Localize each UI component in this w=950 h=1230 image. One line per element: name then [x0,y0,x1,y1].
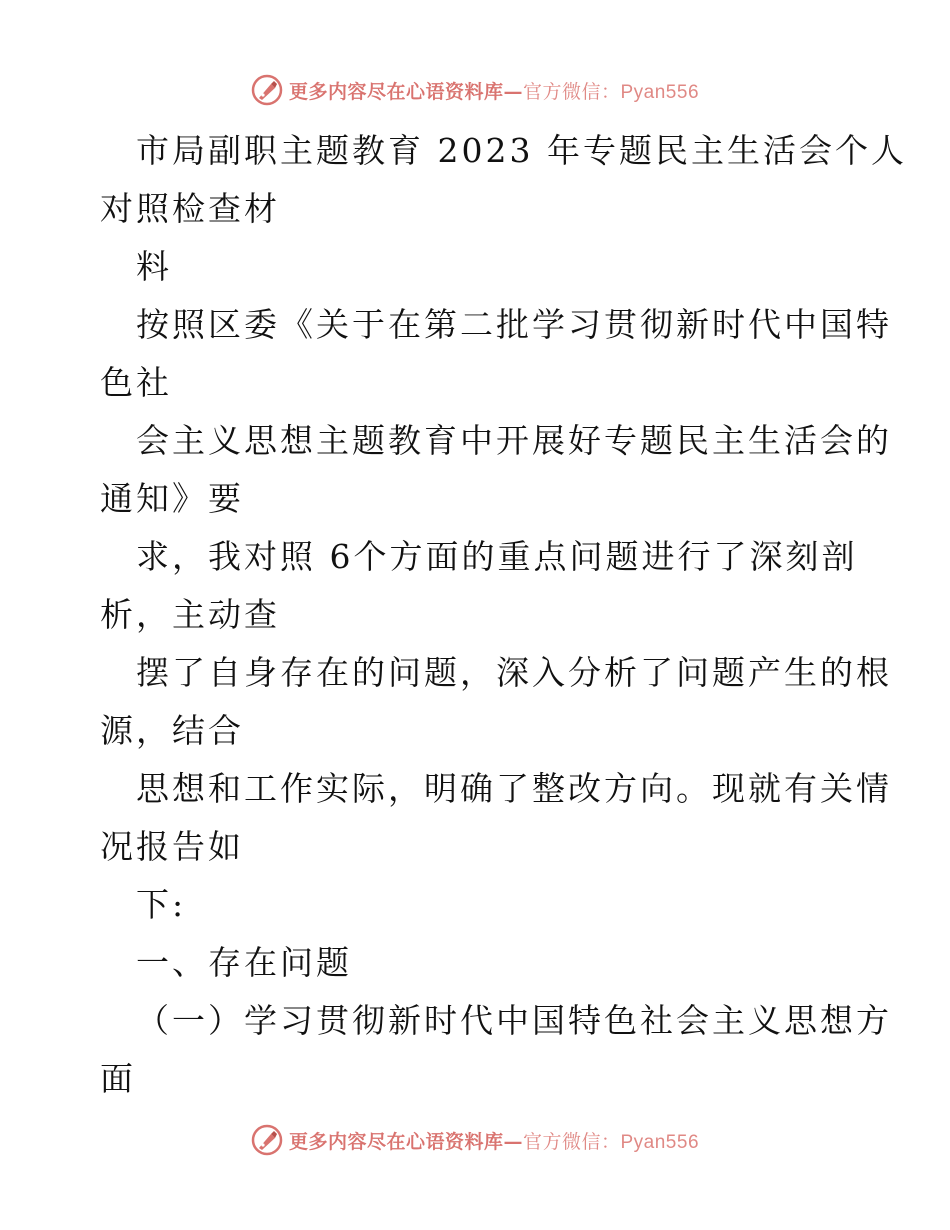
doc-line: 思想和工作实际，明确了整改方向。现就有关情 [136,769,892,808]
doc-line: 况报告如 [100,827,244,866]
header-watermark-banner [0,70,950,110]
footer-watermark-content [251,1124,699,1156]
header-wechat-id: Pyan556 [620,81,700,103]
doc-line: 求，我对照 6个方面的重点问题进行了深刻剖 [136,537,858,576]
doc-line: 析，主动查 [100,595,280,634]
section-heading: 一、存在问题 [136,943,352,982]
header-wechat-label: 官方微信： [522,80,621,103]
doc-line: 摆了自身存在的问题，深入分析了问题产生的根 [136,653,892,692]
header-brand-text: 更多内容尽在心语资料库— [288,80,523,103]
footer-wechat-label: 官方微信： [522,1130,621,1153]
doc-line: 市局副职主题教育 2023 年专题民主生活会个人 [136,131,907,170]
pen-nib-logo-icon [251,74,283,106]
doc-line: 通知》要 [100,479,244,518]
document-body [100,122,907,1108]
doc-line: 料 [136,247,172,286]
pen-nib-logo-icon [251,1124,283,1156]
footer-brand-text: 更多内容尽在心语资料库— [288,1130,523,1153]
doc-line: 按照区委《关于在第二批学习贯彻新时代中国特 [136,305,892,344]
footer-watermark-banner [0,1120,950,1160]
doc-line: 色社 [100,363,172,402]
doc-line: 会主义思想主题教育中开展好专题民主生活会的 [136,421,892,460]
doc-line: 对照检查材 [100,189,280,228]
subsection-heading: （一）学习贯彻新时代中国特色社会主义思想方 [136,1001,892,1040]
doc-line: 面 [100,1059,136,1098]
doc-line: 下: [136,885,187,924]
footer-wechat-id: Pyan556 [620,1131,700,1153]
footer-watermark-text [289,1127,699,1154]
header-watermark-text [289,77,699,104]
header-watermark-content [251,74,699,106]
doc-line: 源，结合 [100,711,244,750]
